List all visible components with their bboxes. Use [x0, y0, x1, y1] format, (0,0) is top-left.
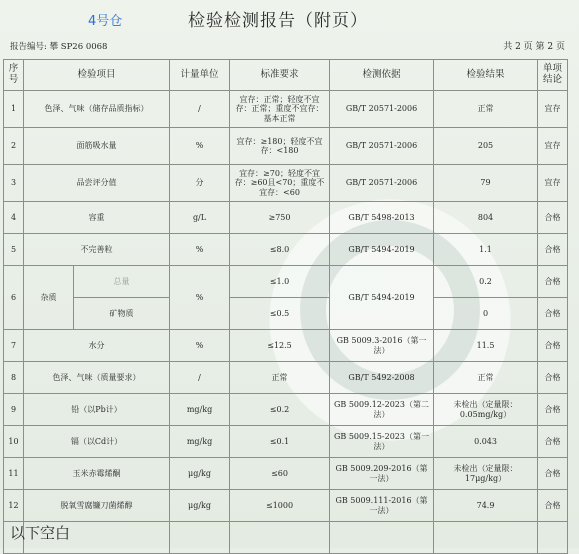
- cell-item: 容重: [24, 202, 170, 234]
- table-row: [4, 426, 568, 458]
- cell-item: 铅（以Pb计）: [24, 394, 170, 426]
- table-row: [4, 522, 568, 554]
- cell-conclusion: 合格: [538, 490, 568, 522]
- cell-result: 未检出（定量限：0.05mg/kg）: [434, 394, 538, 426]
- table-row: [4, 298, 568, 330]
- cell-unit: %: [170, 266, 230, 330]
- table-row: [4, 458, 568, 490]
- cell-basis: GB/T 5494-2019: [330, 266, 434, 330]
- cell-result: 正常: [434, 91, 538, 128]
- cell-subitem: 总量: [74, 266, 170, 298]
- table-row: [4, 128, 568, 165]
- cell-standard: ≤0.5: [230, 298, 330, 330]
- cell-unit: /: [170, 91, 230, 128]
- col-header-seq: 序号: [4, 60, 24, 91]
- cell-item: 镉（以Cd计）: [24, 426, 170, 458]
- warehouse-tag: 4号仓: [88, 14, 123, 29]
- cell-subitem: 矿物质: [74, 298, 170, 330]
- cell-standard: 正常: [230, 362, 330, 394]
- col-header-unit: 计量单位: [170, 60, 230, 91]
- cell-standard: [230, 522, 330, 554]
- inspection-table: [3, 59, 568, 554]
- cell-conclusion: 宜存: [538, 165, 568, 202]
- blank-below-note: 以下空白: [10, 524, 71, 542]
- cell-basis: GB/T 5498-2013: [330, 202, 434, 234]
- cell-standard: ≤1000: [230, 490, 330, 522]
- cell-conclusion: 合格: [538, 266, 568, 298]
- report-number: 报告编号: 攀 SP26 0068: [10, 42, 108, 52]
- cell-seq: 10: [4, 426, 24, 458]
- cell-seq: 1: [4, 91, 24, 128]
- cell-item: 玉米赤霉烯酮: [24, 458, 170, 490]
- cell-standard: ≤12.5: [230, 330, 330, 362]
- cell-unit: g/L: [170, 202, 230, 234]
- cell-basis: GB/T 20571-2006: [330, 91, 434, 128]
- cell-item: 色泽、气味（储存品质指标）: [24, 91, 170, 128]
- cell-conclusion: 合格: [538, 426, 568, 458]
- cell-result: 205: [434, 128, 538, 165]
- cell-basis: GB 5009.111-2016（第一法）: [330, 490, 434, 522]
- col-header-basis: 检测依据: [330, 60, 434, 91]
- col-header-standard: 标准要求: [230, 60, 330, 91]
- col-header-conclusion: 单项结论: [538, 60, 568, 91]
- cell-result: 74.9: [434, 490, 538, 522]
- cell-seq: 5: [4, 234, 24, 266]
- cell-result: [434, 522, 538, 554]
- cell-unit: mg/kg: [170, 394, 230, 426]
- cell-conclusion: 合格: [538, 394, 568, 426]
- cell-conclusion: 宜存: [538, 128, 568, 165]
- table-row: [4, 330, 568, 362]
- cell-basis: GB 5009.15-2023（第一法）: [330, 426, 434, 458]
- cell-conclusion: 宜存: [538, 91, 568, 128]
- table-row: [4, 362, 568, 394]
- cell-result: 0.043: [434, 426, 538, 458]
- cell-standard: 宜存：≥70；轻度不宜存：≥60且<70；重度不宜存：<60: [230, 165, 330, 202]
- cell-result: 0.2: [434, 266, 538, 298]
- col-header-item: 检验项目: [24, 60, 170, 91]
- cell-seq: 11: [4, 458, 24, 490]
- cell-basis: GB/T 5494-2019: [330, 234, 434, 266]
- cell-unit: [170, 522, 230, 554]
- cell-item: 脱氧雪腐镰刀菌烯醇: [24, 490, 170, 522]
- cell-seq: 12: [4, 490, 24, 522]
- cell-seq: 6: [4, 266, 24, 330]
- cell-unit: 分: [170, 165, 230, 202]
- cell-result: 0: [434, 298, 538, 330]
- cell-seq: 4: [4, 202, 24, 234]
- cell-standard: ≤1.0: [230, 266, 330, 298]
- cell-unit: mg/kg: [170, 426, 230, 458]
- cell-standard: 宜存：正常；轻度不宜存：正常；重度不宜存：基本正常: [230, 91, 330, 128]
- cell-conclusion: 合格: [538, 458, 568, 490]
- cell-result: 未检出（定量限：17μg/kg）: [434, 458, 538, 490]
- cell-result: 79: [434, 165, 538, 202]
- cell-item: 品尝评分值: [24, 165, 170, 202]
- table-row: [4, 490, 568, 522]
- table-row: [4, 394, 568, 426]
- cell-standard: ≤0.1: [230, 426, 330, 458]
- cell-item: 水分: [24, 330, 170, 362]
- cell-conclusion: 合格: [538, 234, 568, 266]
- cell-seq: 2: [4, 128, 24, 165]
- cell-seq: 7: [4, 330, 24, 362]
- cell-item: 色泽、气味（质量要求）: [24, 362, 170, 394]
- table-row: [4, 266, 568, 298]
- cell-unit: %: [170, 128, 230, 165]
- cell-basis: GB 5009.209-2016（第一法）: [330, 458, 434, 490]
- table-row: [4, 202, 568, 234]
- cell-seq: 8: [4, 362, 24, 394]
- cell-item: 杂质: [24, 266, 74, 330]
- cell-basis: GB/T 5492-2008: [330, 362, 434, 394]
- table-row: [4, 234, 568, 266]
- cell-conclusion: 合格: [538, 330, 568, 362]
- table-row: [4, 165, 568, 202]
- cell-unit: /: [170, 362, 230, 394]
- cell-basis: [330, 522, 434, 554]
- cell-result: 804: [434, 202, 538, 234]
- cell-standard: ≤0.2: [230, 394, 330, 426]
- cell-basis: GB/T 20571-2006: [330, 128, 434, 165]
- cell-unit: %: [170, 234, 230, 266]
- cell-standard: ≥750: [230, 202, 330, 234]
- cell-result: 11.5: [434, 330, 538, 362]
- cell-unit: μg/kg: [170, 490, 230, 522]
- table-header-row: [4, 60, 568, 91]
- cell-result: 1.1: [434, 234, 538, 266]
- cell-conclusion: [538, 522, 568, 554]
- col-header-result: 检验结果: [434, 60, 538, 91]
- cell-standard: ≤60: [230, 458, 330, 490]
- cell-basis: GB/T 20571-2006: [330, 165, 434, 202]
- cell-conclusion: 合格: [538, 202, 568, 234]
- table-row: [4, 91, 568, 128]
- cell-basis: GB 5009.3-2016（第一法）: [330, 330, 434, 362]
- cell-seq: 3: [4, 165, 24, 202]
- cell-unit: %: [170, 330, 230, 362]
- cell-standard: ≤8.0: [230, 234, 330, 266]
- page-title: 检验检测报告（附页）: [188, 11, 368, 31]
- cell-standard: 宜存：≥180；轻度不宜存：<180: [230, 128, 330, 165]
- cell-conclusion: 合格: [538, 362, 568, 394]
- cell-item: 不完善粒: [24, 234, 170, 266]
- page-info: 共 2 页 第 2 页: [503, 42, 565, 52]
- cell-seq: 9: [4, 394, 24, 426]
- cell-unit: μg/kg: [170, 458, 230, 490]
- cell-conclusion: 合格: [538, 298, 568, 330]
- cell-basis: GB 5009.12-2023（第二法）: [330, 394, 434, 426]
- cell-result: 正常: [434, 362, 538, 394]
- cell-item: 面筋吸水量: [24, 128, 170, 165]
